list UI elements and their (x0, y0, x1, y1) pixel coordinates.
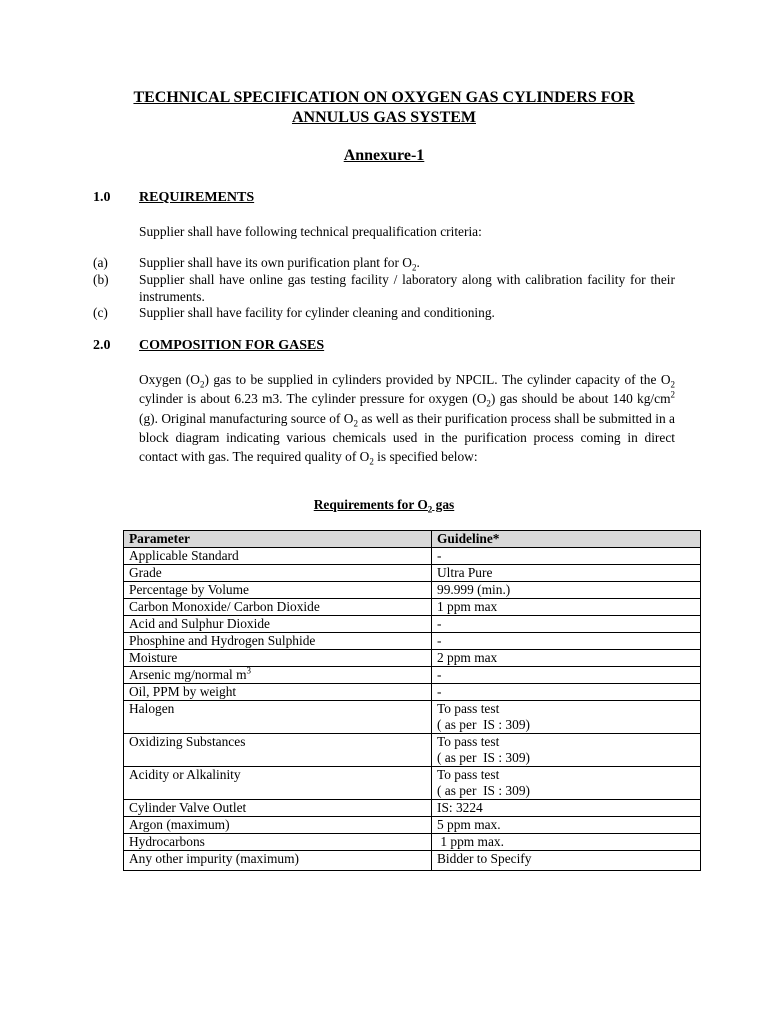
cell-parameter: Cylinder Valve Outlet (124, 800, 432, 817)
item-label-c: (c) (93, 305, 108, 320)
table-row (124, 599, 701, 616)
cell-guideline: To pass test ( as per IS : 309) (432, 767, 701, 800)
cell-guideline: Bidder to Specify (432, 851, 701, 871)
cell-guideline: 2 ppm max (432, 650, 701, 667)
cell-parameter: Carbon Monoxide/ Carbon Dioxide (124, 599, 432, 616)
cell-guideline: 5 ppm max. (432, 817, 701, 834)
table-row (124, 582, 701, 599)
cell-guideline: 1 ppm max (432, 599, 701, 616)
table-row (124, 684, 701, 701)
table-header-row (124, 531, 701, 548)
cell-guideline: - (432, 548, 701, 565)
item-text-a: Supplier shall have its own purification plant for $O_2$. (139, 255, 420, 273)
table-row (124, 667, 701, 684)
cell-parameter: Any other impurity (maximum) (124, 851, 432, 871)
section-2-title: COMPOSITION FOR GASES (139, 338, 325, 353)
cell-parameter: Halogen (124, 701, 432, 734)
cell-guideline: 99.999 (min.) (432, 582, 701, 599)
cell-parameter: Percentage by Volume (124, 582, 432, 599)
cell-parameter: Moisture (124, 650, 432, 667)
table-row (124, 548, 701, 565)
header-parameter: Parameter (124, 531, 432, 548)
cell-guideline: - (432, 684, 701, 701)
cell-parameter: Argon (maximum) (124, 817, 432, 834)
cell-parameter: Applicable Standard (124, 548, 432, 565)
section-2-number: 2.0 (93, 338, 111, 353)
cell-guideline: - (432, 633, 701, 650)
title-line-2: ANNULUS GAS SYSTEM (291, 109, 477, 126)
section-2-paragraph: Oxygen $(O_2)$ gas to be supplied in cylinders provided by NPCIL. The cylinder capacity of the $O_2$ cylinder is about 6.23 m3. The cylinder pressure for oxygen $(O_2)$ gas should be about 140 $kg/cm^2$ (g). Original manufacturing source of $O_2$ as well as their purification process shall be submitted in a block diagram indicating various chemicals used in the purification process coming in direct contact with gas. The required quality of $O_2$ is specified below: (139, 372, 676, 467)
item-label-a: (a) (93, 255, 108, 270)
table-row (124, 701, 701, 734)
table-row (124, 734, 701, 767)
item-text-b: Supplier shall have online gas testing facility / laboratory along with calibration facility for their instruments. (139, 272, 675, 304)
item-text-c: Supplier shall have facility for cylinder cleaning and conditioning. (139, 305, 495, 320)
cell-guideline: To pass test ( as per IS : 309) (432, 701, 701, 734)
cell-guideline: Ultra Pure (432, 565, 701, 582)
cell-parameter: Oxidizing Substances (124, 734, 432, 767)
cell-guideline: 1 ppm max. (432, 834, 701, 851)
header-guideline: Guideline* (432, 531, 701, 548)
section-1-title: REQUIREMENTS (139, 190, 255, 205)
section-1-intro: Supplier shall have following technical prequalification criteria: (139, 224, 482, 239)
cell-parameter: Grade (124, 565, 432, 582)
cell-parameter: Oil, PPM by weight (124, 684, 432, 701)
table-row (124, 800, 701, 817)
table-row (124, 851, 701, 871)
cell-guideline: - (432, 667, 701, 684)
table-row (124, 767, 701, 800)
cell-parameter: Acidity or Alkalinity (124, 767, 432, 800)
item-label-b: (b) (93, 272, 109, 287)
cell-guideline: To pass test ( as per IS : 309) (432, 734, 701, 767)
table-row (124, 834, 701, 851)
cell-parameter: Hydrocarbons (124, 834, 432, 851)
cell-parameter: Phosphine and Hydrogen Sulphide (124, 633, 432, 650)
table-row (124, 817, 701, 834)
cell-parameter: Acid and Sulphur Dioxide (124, 616, 432, 633)
requirements-table (123, 530, 701, 871)
table-row (124, 650, 701, 667)
title-line-1: TECHNICAL SPECIFICATION ON OXYGEN GAS CYLINDERS FOR (133, 89, 635, 106)
document-title (90, 88, 678, 128)
cell-guideline: - (432, 616, 701, 633)
cell-parameter: Arsenic mg/normal $m^3$ (124, 667, 432, 684)
table-row (124, 633, 701, 650)
table-row (124, 565, 701, 582)
table-caption: Requirements for $O_2$ gas (313, 497, 455, 515)
section-1-number: 1.0 (93, 190, 111, 205)
table-row (124, 616, 701, 633)
cell-guideline: IS: 3224 (432, 800, 701, 817)
annexure-heading: Annexure-1 (343, 147, 425, 164)
